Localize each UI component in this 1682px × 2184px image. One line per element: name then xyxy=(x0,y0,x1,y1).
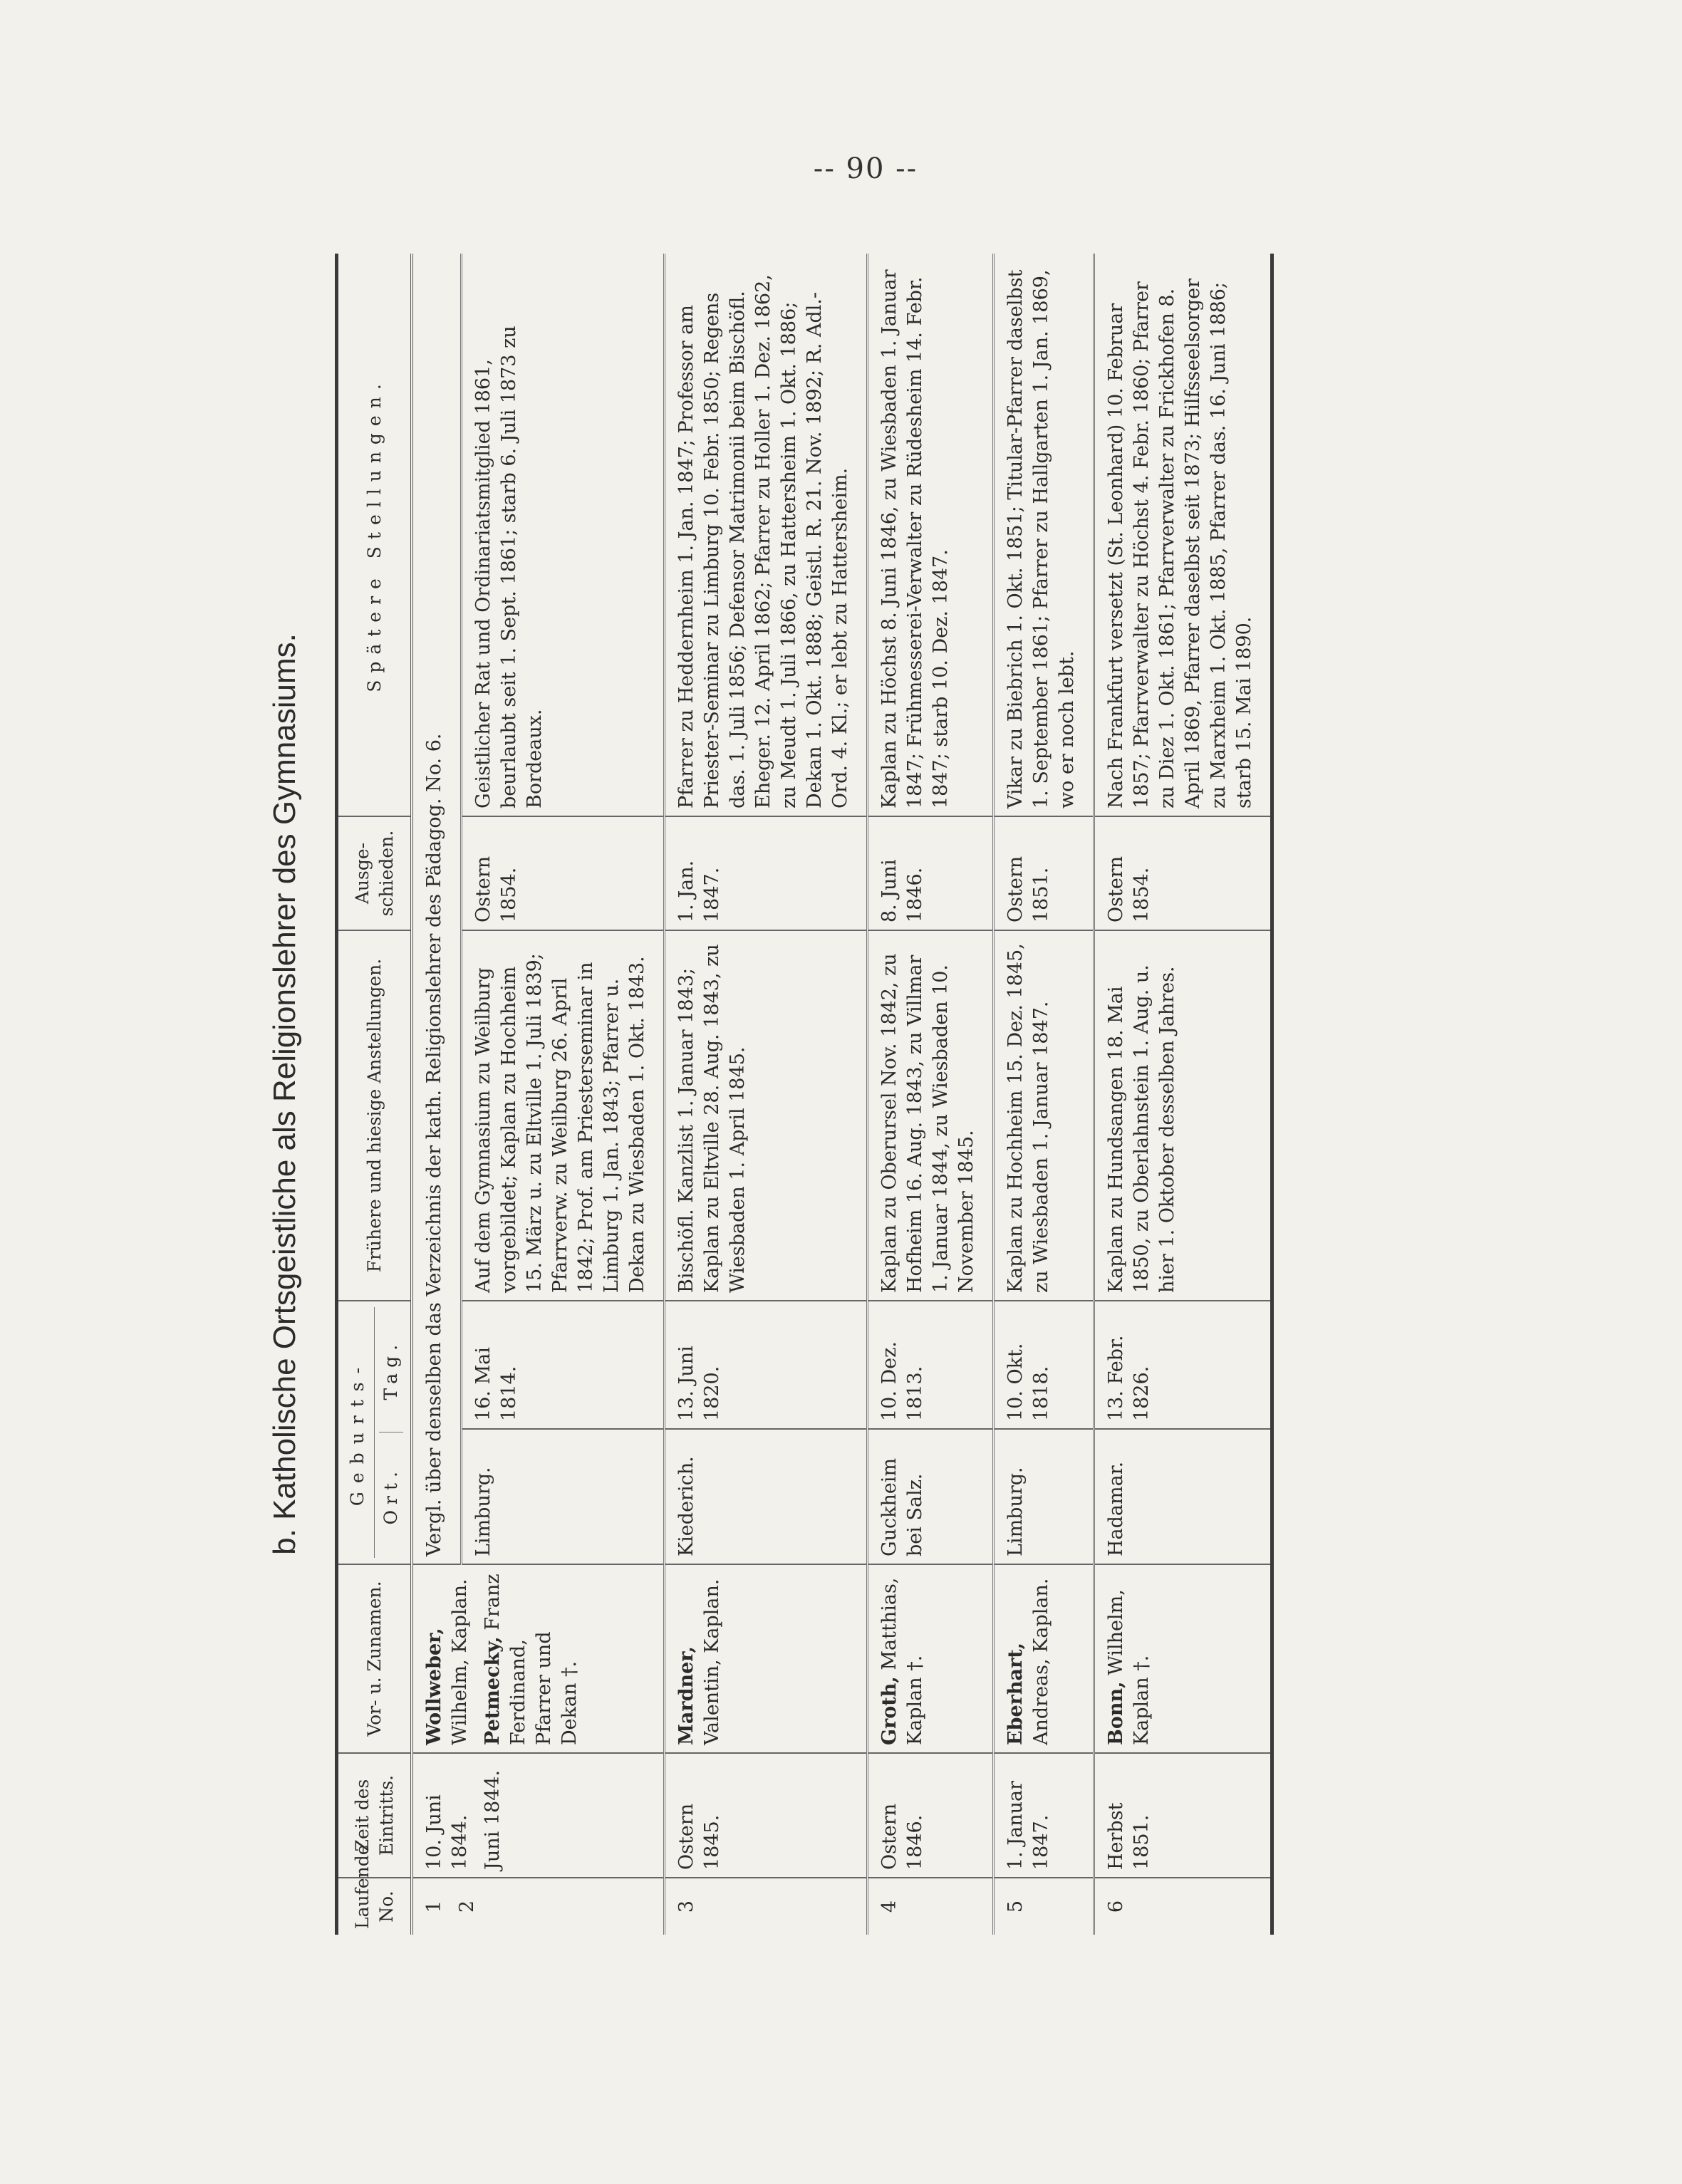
cell-tag: 13. Juni 1820. xyxy=(665,1301,868,1429)
cell-fruehere: Kaplan zu Hundsangen 18. Mai 1850, zu Oberlahnstein 1. Aug. u. hier 1. Oktober desselben Jahres. xyxy=(1094,930,1272,1301)
cell-name xyxy=(994,1564,1094,1753)
cell-tag: 13. Febr. 1826. xyxy=(1094,1301,1272,1429)
rotated-table-block xyxy=(256,254,1646,1935)
row-4-name-bold: Groth, xyxy=(878,1676,900,1745)
cell-zeit: Ostern 1845. xyxy=(665,1753,868,1878)
cell-zeit: 1. Januar 1847. xyxy=(994,1753,1094,1878)
row-2-no: 2 xyxy=(456,1900,478,1913)
cell-ort: Kiederich. xyxy=(665,1429,868,1564)
cell-zeit: Ostern 1846. xyxy=(868,1753,994,1878)
cell-no: 4 xyxy=(868,1878,994,1935)
cell-name xyxy=(412,1564,665,1753)
table-row xyxy=(412,254,462,1935)
row-1-name-rest: Wilhelm, Kaplan. xyxy=(449,1579,471,1745)
cell-ort: Hadamar. xyxy=(1094,1429,1272,1564)
header-name: Vor- u. Zunamen. xyxy=(337,1564,412,1753)
cell-ort: Guckheim bei Salz. xyxy=(868,1429,994,1564)
cell-no: 6 xyxy=(1094,1878,1272,1935)
row-5-name-rest: Andreas, Kaplan. xyxy=(1030,1578,1052,1745)
row-4-name-rest: Matthias, Kaplan †. xyxy=(878,1577,926,1745)
section-title: b. Katholische Ortsgeistliche als Religionslehrer des Gymnasiums. xyxy=(267,633,302,1555)
cell-fruehere: Auf dem Gymnasium zu Weilburg vorgebildet; Kaplan zu Hochheim 15. März u. zu Eltville 1. Juli 1839; Pfarrverw. zu Weilburg 26. April 1842; Prof. am Priesterseminar in Limburg 1. Jan. 1843; Pfarrer u. Dekan zu Wiesbaden 1. Okt. 1843. xyxy=(462,930,665,1301)
cell-name xyxy=(1094,1564,1272,1753)
header-ort: Ort. xyxy=(379,1432,403,1559)
cell-spaetere: Geistlicher Rat und Ordinariatsmitglied 1861, beurlaubt seit 1. Sept. 1861; starb 6. Juli 1873 zu Bordeaux. xyxy=(462,254,665,816)
header-geburt-label: Geburts- xyxy=(346,1307,375,1558)
table-row xyxy=(665,254,868,1935)
row-2-name-bold: Petmecky, xyxy=(482,1636,504,1745)
cell-tag: 10. Dez. 1813. xyxy=(868,1301,994,1429)
cell-name xyxy=(665,1564,868,1753)
row-3-name-rest: Valentin, Kaplan. xyxy=(701,1579,723,1745)
clergy-table xyxy=(335,254,1274,1935)
row-6-name-bold: Bonn, xyxy=(1105,1681,1127,1745)
cell-note: Vergl. über denselben das Verzeichnis der kath. Religionslehrer des Pädagog. No. 6. xyxy=(412,254,462,1564)
row-1-no: 1 xyxy=(423,1900,445,1913)
row-6-name-rest: Wilhelm, Kaplan †. xyxy=(1105,1589,1153,1745)
cell-no: 3 xyxy=(665,1878,868,1935)
cell-ausge: 1. Jan. 1847. xyxy=(665,816,868,930)
cell-fruehere: Kaplan zu Oberursel Nov. 1842, zu Hofheim 16. Aug. 1843, zu Villmar 1. Januar 1844, zu Wiesbaden 10. November 1845. xyxy=(868,930,994,1301)
cell-fruehere: Kaplan zu Hochheim 15. Dez. 1845, zu Wiesbaden 1. Januar 1847. xyxy=(994,930,1094,1301)
table-row xyxy=(994,254,1094,1935)
cell-name xyxy=(868,1564,994,1753)
cell-zeit: Herbst 1851. xyxy=(1094,1753,1272,1878)
header-spaetere: Spätere Stellungen. xyxy=(337,254,412,816)
header-row xyxy=(337,254,412,1935)
row-3-name-bold: Mardner, xyxy=(675,1646,697,1745)
cell-ausge: Ostern 1854. xyxy=(1094,816,1272,930)
cell-spaetere: Nach Frankfurt versetzt (St. Leonhard) 10. Februar 1857; Pfarrverwalter zu Höchst 4. Febr. 1860; Pfarrer zu Diez 1. Okt. 1861; Pfarrverwalter zu Frickhofen 8. April 1869, Pfarrer daselbst seit 1873; Hilfsseelsorger zu Marxheim 1. Okt. 1885, Pfarrer das. 16. Juni 1886; starb 15. Mai 1890. xyxy=(1094,254,1272,816)
cell-no xyxy=(412,1878,665,1935)
cell-ort: Limburg. xyxy=(994,1429,1094,1564)
cell-ausge: Ostern 1851. xyxy=(994,816,1094,930)
page-number: -- 90 -- xyxy=(813,152,918,185)
header-laufende: Laufende No. xyxy=(337,1878,412,1935)
header-tag: Tag. xyxy=(380,1338,401,1400)
cell-ausge: Ostern 1854. xyxy=(462,816,665,930)
row-2-name-rest: Franz Ferdinand, Pfarrer und Dekan †. xyxy=(482,1574,581,1745)
cell-ort: Limburg. xyxy=(462,1429,665,1564)
header-zeit: Zeit des Eintritts. xyxy=(337,1753,412,1878)
cell-spaetere: Vikar zu Biebrich 1. Okt. 1851; Titular-Pfarrer daselbst 1. September 1861; Pfarrer zu Hallgarten 1. Jan. 1869, wo er noch lebt. xyxy=(994,254,1094,816)
cell-spaetere: Kaplan zu Höchst 8. Juni 1846, zu Wiesbaden 1. Januar 1847; Frühmesserei-Verwalter zu Rüdesheim 14. Febr. 1847; starb 10. Dez. 1847. xyxy=(868,254,994,816)
cell-ausge: 8. Juni 1846. xyxy=(868,816,994,930)
cell-zeit xyxy=(412,1753,665,1878)
cell-tag: 16. Mai 1814. xyxy=(462,1301,665,1429)
row-1-name-bold: Wollweber, xyxy=(423,1628,445,1745)
header-geburt xyxy=(337,1301,412,1564)
cell-spaetere: Pfarrer zu Heddernheim 1. Jan. 1847; Professor am Priester-Seminar zu Limburg 10. Febr. 1850; Regens das. 1. Juli 1856; Defensor Matrimonii beim Bischöfl. Eheger. 12. April 1862; Pfarrer zu Holler 1. Dez. 1862, zu Meudt 1. Juli 1866, zu Hattersheim 1. Okt. 1886; Dekan 1. Okt. 1888; Geistl. R. 21. Nov. 1892; R. Adl.-Ord. 4. Kl.; er lebt zu Hattersheim. xyxy=(665,254,868,816)
cell-no: 5 xyxy=(994,1878,1094,1935)
row-5-name-bold: Eberhart, xyxy=(1004,1642,1027,1745)
cell-tag: 10. Okt. 1818. xyxy=(994,1301,1094,1429)
header-fruehere: Frühere und hiesige Anstellungen. xyxy=(337,930,412,1301)
row-2-zeit: Juni 1844. xyxy=(482,1769,504,1870)
table-row xyxy=(1094,254,1272,1935)
table-row xyxy=(868,254,994,1935)
row-1-zeit: 10. Juni 1844. xyxy=(423,1794,471,1870)
header-ausge: Ausge- schieden. xyxy=(337,816,412,930)
cell-fruehere: Bischöfl. Kanzlist 1. Januar 1843; Kaplan zu Eltville 28. Aug. 1843, zu Wiesbaden 1. April 1845. xyxy=(665,930,868,1301)
